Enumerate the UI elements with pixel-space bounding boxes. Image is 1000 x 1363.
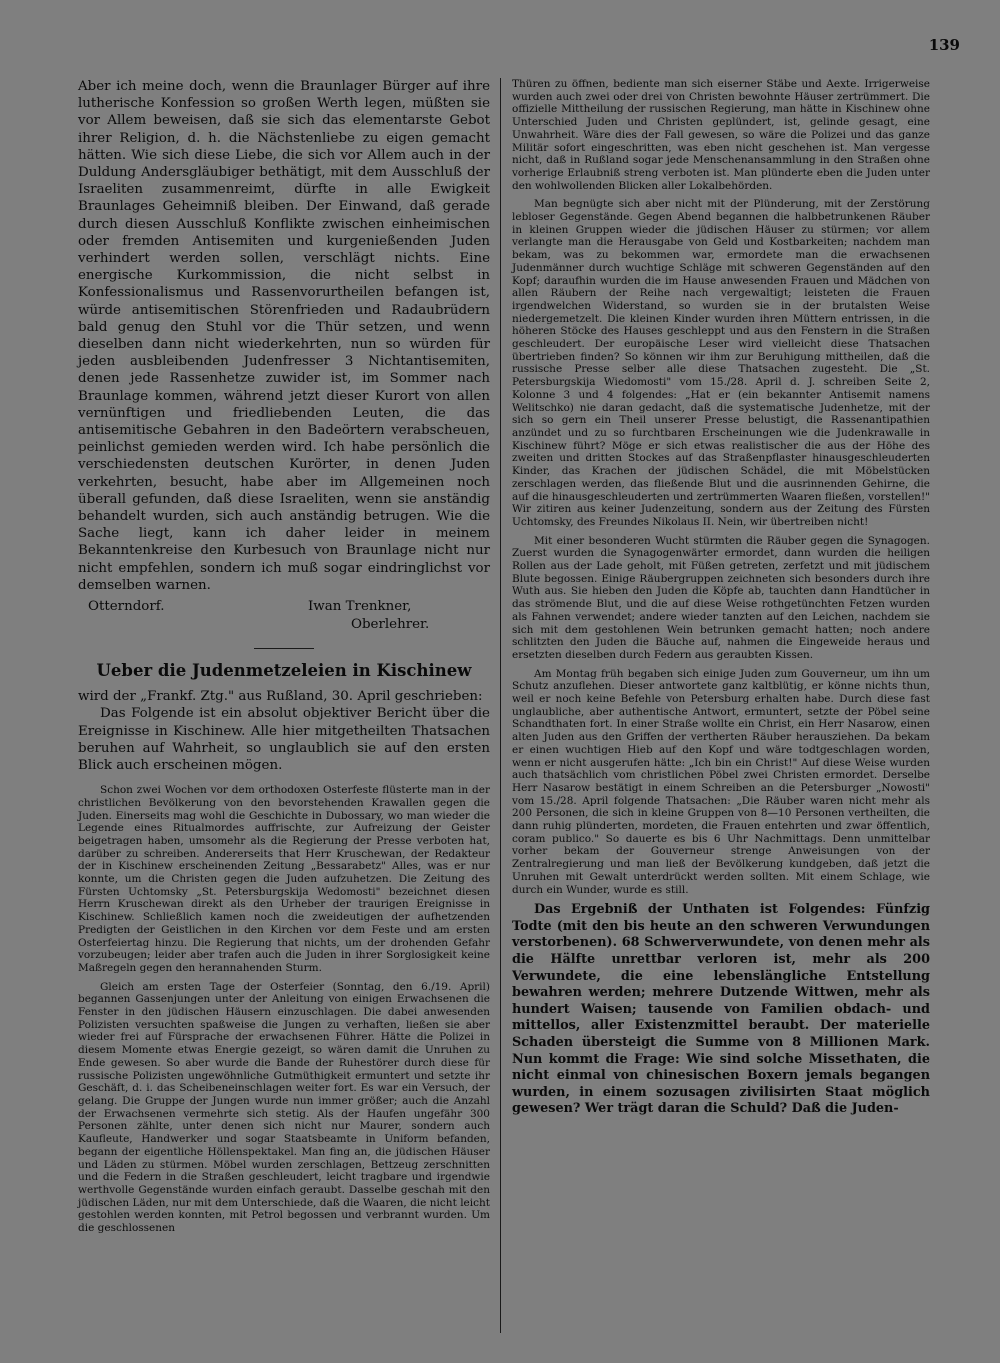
column-divider — [500, 78, 501, 1333]
intro-paragraph: Aber ich meine doch, wenn die Braunlager Bürger auf ihre lutherische Konfession so großen Werth legen, müßten sie vor Allem beweisen, daß sie sich das elementarste Gebot ihrer Religion, d. h. die Nächstenliebe zu eigen gemacht hätten. Wie sich diese Liebe, die sich vor Allem auch in der Duldung Andersgläubiger bethätigt, mit dem Ausschluß der Israeliten zusammenreimt, dürfte in alle Ewigkeit Braunlages Geheimniß bleiben. Der Einwand, daß gerade durch diesen Ausschluß Konflikte zwischen einheimischen oder fremden Antisemiten und kurgenießenden Juden verhindert werden sollen, verschlägt nichts. Eine energische Kurkommission, die nicht selbst in Konfessionalismus und Rassenvorurtheilen befangen ist, würde antisemitischen Störenfrieden und Radaubrüdern bald genug den Stuhl vor die Thür setzen, und wenn dieselben dann nicht wiederkehrten, nun so würden für jeden ausbleibenden Judenfresser 3 Nichtantisemiten, denen jede Rassenhetze zuwider ist, im Sommer nach Braunlage kommen, während jetzt dieser Kurort von allen vernünftigen und friedliebenden Leuten, die das antisemitische Gebahren in den Badeörtern verabscheuen, peinlichst gemieden werden wird. Ich habe persönlich die verschiedensten deutschen Kurörter, in denen Juden verkehrten, besucht, habe aber im Allgemeinen noch überall gefunden, daß diese Israeliten, wenn sie anständig behandelt wurden, sich auch anständig betrugen. Wie die Sache liegt, kann ich daher leider in meinem Bekanntenkreise den Kurbesuch von Braunlage nicht nur nicht empfehlen, sondern ich muß sogar eindringlichst vor demselben warnen. — [78, 79, 490, 593]
article-headline: Ueber die Judenmetzeleien in Kischinew — [96, 661, 472, 681]
article-paragraph-2: Gleich am ersten Tage der Osterfeier (Sonntag, den 6./19. April) begannen Gassenjungen unter der Anleitung von einigen Erwachsenen die Fenster in den jüdischen Häusern einzuschlagen. Die dabei anwesenden Polizisten versuchten spaßweise die Jungen zu verhaften, ließen sie aber wieder frei auf Fürsprache der erwachsenen Führer. Hätte die Polizei in diesem Momente etwas Energie gezeigt, so wären damit die Unruhen zu Ende gewesen. So aber wurde die Bande der Ruhestörer durch diese für russische Polizisten ungewöhnliche Gutmüthigkeit ermuntert und setzte ihr Geschäft, d. i. das Scheibeneinschlagen weiter fort. Es war ein Versuch, der gelang. Die Gruppe der Jungen wurde nun immer größer; auch die Anzahl der Erwachsenen vermehrte sich stetig. Als der Haufen ungefähr 300 Personen zählte, unter denen sich nicht nur Maurer, sondern auch Kaufleute, Handwerker und sogar Staatsbeamte in Uniform befanden, begann der eigentliche Höllenspektakel. Man fing an, die jüdischen Häuser und Läden zu stürmen. Möbel wurden zerschlagen, Bettzeug zerschnitten und die Federn in die Straßen geschleudert, leicht tragbare und irgendwie werthvolle Gegenstände wurden einfach geraubt. Dasselbe geschah mit den jüdischen Läden, nur mit dem Unterschiede, daß die Waaren, die nicht leicht gestohlen werden konnten, mit Petrol begossen und verbrannt wurden. Um die geschlossenen — [78, 980, 490, 1235]
article-paragraph-4: Man begnügte sich aber nicht mit der Plünderung, mit der Zerstörung lebloser Gegenstände. Gegen Abend begannen die halbbetrunkenen Räuber in kleinen Gruppen wieder die jüdischen Häuser zu stürmen; vor allem verlangte man die Herausgabe von Geld und Kostbarkeiten; nachdem man bekam, was zu bekommen war, ermordete man die erwachsenen Judenmänner durch wuchtige Schläge mit schweren Gegenständen auf den Kopf; daraufhin wurden die im Hause anwesenden Frauen und Mädchen von allen Räubern der Reihe nach vergewaltigt; leisteten die Frauen irgendwelchen Widerstand, so wurden sie in der brutalsten Weise niedergemetzelt. Die kleinen Kinder wurden ihren Müttern entrissen, in die höheren Stöcke des Hauses geschleppt und aus den Fenstern in die Straßen geschleudert. Der europäische Leser wird vielleicht diese Thatsachen übertrieben finden? So können wir ihm zur Beruhigung mittheilen, daß die russische Presse selber alle diese Thatsachen zugesteht. Die „St. Petersburgskija Wiedomosti" vom 15./28. April d. J. schreiben Seite 2, Kolonne 3 und 4 folgendes: „Hat er (ein bekannter Antisemit namens Welitschko) nie daran gedacht, daß die systematische Judenhetze, mit der sich so gern ein Theil unserer Presse belustigt, die Rassenantipathien anzündet und zu so furchtbaren Erscheinungen wie die Judenkrawalle in Kischinew führt? Möge er sich etwas realistischer die aus der Höhe des zweiten und dritten Stockes auf das Straßenpflaster hinausgeschleuderten Kinder, das Krachen der jüdischen Schädel, die mit Möbelstücken zerschlagen werden, das fließende Blut und die ausrinnenden Gehirne, die auf die hinausgeschleuderten und zertrümmerten Waaren fließen, vorstellen!" Wir zitiren aus keiner Judenzeitung, sondern aus der Zeitung des Fürsten Uchtomsky, des Freundes Nikolaus II. Nein, wir übertreiben nicht! — [512, 198, 930, 528]
left-column — [78, 78, 490, 1235]
signature — [78, 598, 490, 634]
article-paragraph-1: Schon zwei Wochen vor dem orthodoxen Osterfeste flüsterte man in der christlichen Bevölkerung von den bevorstehenden Krawallen gegen die Juden. Einerseits mag wohl die Geschichte in Dubossary, wo man wieder die Legende eines Ritualmordes auffrischte, zur Aufreizung der Geister beigetragen haben, umsomehr als die Regierung der Presse verboten hat, darüber zu schreiben. Andererseits that Herr Kruschewan, der Redakteur der in Kischinew erscheinenden Zeitung „Bessarabetz" Alles, was er nur konnte, um die Christen gegen die Juden aufzuhetzen. Die Zeitung des Fürsten Uchtomsky „St. Petersburgskija Wedomosti" bezeichnet diesen Herrn Kruschewan direkt als den Urheber der traurigen Ereignisse in Kischinew. Schließlich kamen noch die zweideutigen der aufhetzenden Predigten der Geistlichen in den Kirchen vor dem Feste und am ersten Osterfeiertag hinzu. Die Regierung that nichts, um der drohenden Gefahr vorzubeugen; leider aber trafen auch die Juden in ihrer Sorglosigkeit keine Maßregeln gegen den herannahenden Sturm. — [78, 784, 490, 974]
signature-place: Otterndorf. — [88, 599, 165, 615]
signature-title: Oberlehrer. — [351, 617, 430, 633]
article-paragraph-6: Am Montag früh begaben sich einige Juden zum Gouverneur, um ihn um Schutz anzuflehen. Dieser antwortete ganz kaltblütig, er könne nichts thun, weil er noch keine Befehle von Petersburg erhalten habe. Durch diese fast unglaubliche, aber authentische Antwort, ermuntert, setzte der Pöbel seine Schandthaten fort. In einer Straße wollte ein Christ, ein Herr Nasarow, einen alten Juden aus den Griffen der vertherten Räuber herausziehen. Da bekam er einen wuchtigen Hieb auf den Kopf und wäre todtgeschlagen worden, wenn er nicht ausgerufen hätte: „Ich bin ein Christ!" Auf diese Weise wurden auch thatsächlich vom christlichen Pöbel zwei Christen ermordet. Derselbe Herr Nasarow bestätigt in einem Schreiben an die Petersburger „Nowosti" vom 15./28. April folgende Thatsachen: „Die Räuber waren nicht mehr als 200 Personen, die sich in kleine Gruppen von 8—10 Personen vertheilten, die dann ruhig plünderten, mordeten, die Frauen entehrten und zwar öffentlich, coram publico." So dauerte es bis 6 Uhr Nachmittags. Denn unmittelbar vorher bekam der Gouverneur strenge Anweisungen von der Zentralregierung und man ließ der Bevölkerung kundgeben, daß jetzt die Unruhen mit Gewalt unterdrückt werden sollten. Mit einem Schlage, wie durch ein Wunder, wurde es still. — [512, 667, 930, 896]
section-separator — [254, 648, 314, 649]
signature-name: Iwan Trenkner, — [308, 599, 412, 615]
right-column — [512, 78, 930, 1118]
article-lead: Das Folgende ist ein absolut objektiver Bericht über die Ereignisse in Kischinew. Alle hier mitgetheilten Thatsachen beruhen auf Wahrheit, so unglaublich sie auf den ersten Blick auch erscheinen mögen. — [78, 706, 490, 773]
article-subline: wird der „Frankf. Ztg." aus Rußland, 30. April geschrieben: — [78, 689, 483, 705]
article-paragraph-3: Thüren zu öffnen, bediente man sich eiserner Stäbe und Aexte. Irrigerweise wurden auch zwei oder drei von Christen bewohnte Häuser zertrümmert. Die offizielle Mittheilung der russischen Regierung, man hätte in Kischinew ohne Unterschied Juden und Christen geplündert, ist, gelinde gesagt, eine Unwahrheit. Wäre dies der Fall gewesen, so wäre die Polizei und das ganze Militär sofort eingeschritten, was eben nicht geschehen ist. Man vergesse nicht, daß in Rußland sogar jede Menschenansammlung in den Straßen ohne vorherige Erlaubniß streng verboten ist. Man plünderte eben die Juden unter den wohlwollenden Blicken aller Lokalbehörden. — [512, 78, 930, 192]
page-number: 139 — [928, 36, 960, 54]
article-conclusion: Das Ergebniß der Unthaten ist Folgendes: Fünfzig Todte (mit den bis heute an den schweren Verwundungen verstorbenen). 68 Schwerverwundete, von denen mehr als die Hälfte unrettbar verloren ist, mehr als 200 Verwundete, die eine lebenslängliche Entstellung bewahren werden; mehrere Dutzende Wittwen, mehr als hundert Waisen; tausende von Familien obdach- und mittellos, aller Existenzmittel beraubt. Der materielle Schaden übersteigt die Summe von 8 Millionen Mark. Nun kommt die Frage: Wie sind solche Missethaten, die nicht einmal von chinesischen Boxern jemals begangen wurden, in einem sozusagen zivilisirten Staat möglich gewesen? Wer trägt daran die Schuld? Daß die Juden- — [512, 902, 930, 1117]
article-paragraph-5: Mit einer besonderen Wucht stürmten die Räuber gegen die Synagogen. Zuerst wurden die Synagogenwärter ermordet, dann wurden die heiligen Rollen aus der Lade geholt, mit Füßen getreten, zerfetzt und mit jüdischem Blute begossen. Einige Räubergruppen zeichneten sich besonders durch ihre Wuth aus. Sie hieben den Juden die Köpfe ab, tauchten dann Handtücher in das strömende Blut, und die auf diese Weise rothgetünchten Fetzen wurden als Fahnen verwendet; andere wieder tanzten auf den Leichen, nachdem sie sich mit dem gestohlenen Wein betrunken gemacht hatten; noch andere schlitzten den Juden die Bäuche auf, nahmen die Eingeweide heraus und ersetzten dieselben durch Federn aus geraubten Kissen. — [512, 534, 930, 661]
